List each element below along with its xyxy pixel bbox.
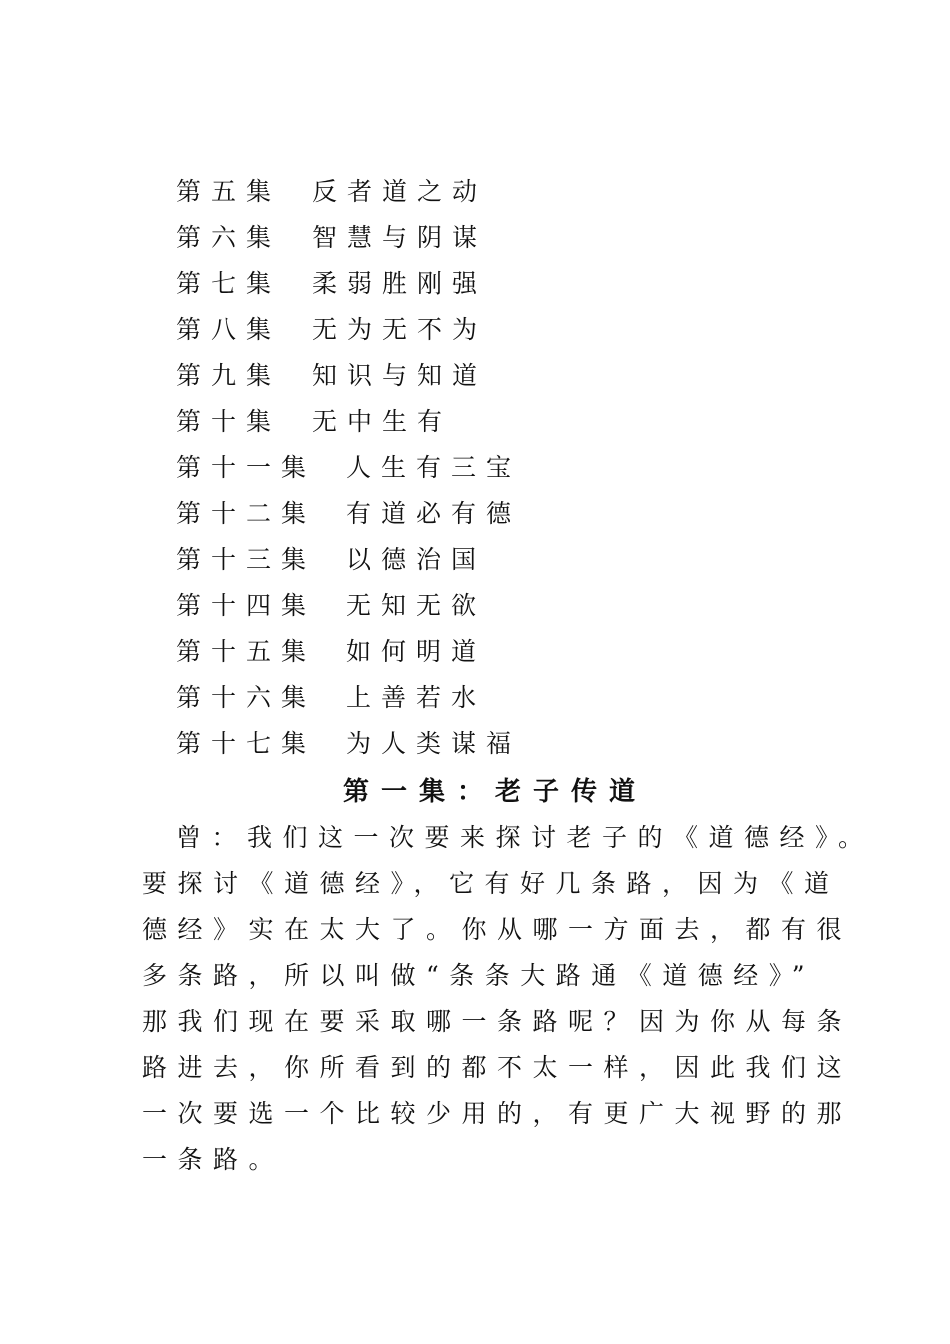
episode-number: 第十二集: [176, 499, 317, 528]
paragraph-line: 路进去，你所看到的都不太一样，因此我们这: [142, 1053, 853, 1082]
episode-number: 第十七集: [176, 729, 317, 758]
paragraph-line: 那我们现在要采取哪一条路呢？因为你从每条: [142, 1007, 853, 1036]
episode-title: 以德治国: [346, 545, 487, 574]
episode-title: 为人类谋福: [346, 729, 522, 758]
episode-number: 第七集: [176, 269, 282, 298]
episode-number: 第八集: [176, 315, 282, 344]
paragraph-line: 要探讨《道德经》，它有好几条路，因为《道: [142, 869, 840, 898]
episode-title: 无为无不为: [312, 315, 488, 344]
paragraph-line: 德经》实在太大了。你从哪一方面去，都有很: [142, 915, 853, 944]
episode-title: 如何明道: [346, 637, 487, 666]
episode-number: 第五集: [176, 177, 282, 206]
episode-number: 第九集: [176, 361, 282, 390]
episode-title: 反者道之动: [312, 177, 488, 206]
episode-title: 上善若水: [346, 683, 487, 712]
episode-title: 无知无欲: [346, 591, 487, 620]
episode-number: 第十四集: [176, 591, 317, 620]
chapter-title: 第一集：老子传道: [342, 777, 647, 807]
episode-number: 第十集: [176, 407, 282, 436]
episode-title: 有道必有德: [346, 499, 522, 528]
episode-number: 第十三集: [176, 545, 317, 574]
episode-number: 第十六集: [176, 683, 317, 712]
episode-title: 无中生有: [312, 407, 453, 436]
episode-title: 柔弱胜刚强: [312, 269, 488, 298]
episode-number: 第十五集: [176, 637, 317, 666]
episode-title: 智慧与阴谋: [312, 223, 488, 252]
episode-number: 第十一集: [176, 453, 317, 482]
paragraph-line: 多条路，所以叫做“条条大路通《道德经》”: [142, 961, 816, 990]
episode-title: 人生有三宝: [346, 453, 522, 482]
paragraph-line: 一次要选一个比较少用的，有更广大视野的那: [142, 1099, 853, 1128]
paragraph-line: 曾：我们这一次要来探讨老子的《道德经》。: [176, 823, 874, 852]
episode-title: 知识与知道: [312, 361, 488, 390]
episode-number: 第六集: [176, 223, 282, 252]
paragraph-line: 一条路。: [142, 1145, 285, 1174]
